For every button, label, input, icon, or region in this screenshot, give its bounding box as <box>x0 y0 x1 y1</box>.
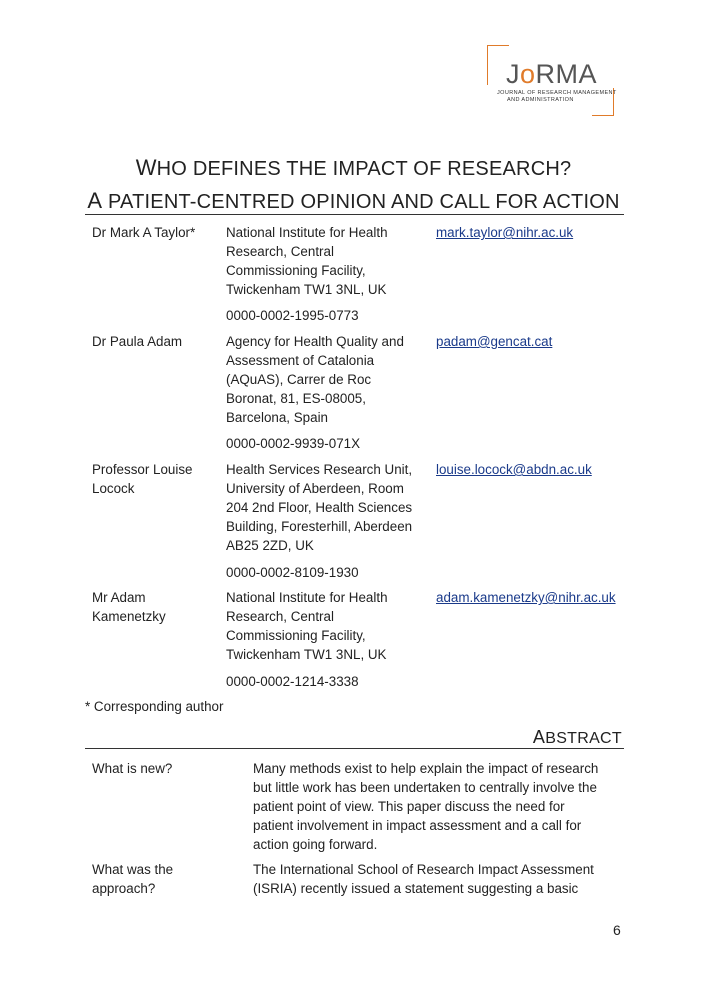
author-name: Dr Mark A Taylor* <box>92 225 196 240</box>
abstract-answer: Many methods exist to help explain the impact of research but little work has been undertaken to centrally involve the patient point of view. This paper discuss the need for patient involvement in impact assessment and a call for action going forward. <box>253 761 599 852</box>
corresponding-author-note: * Corresponding author <box>85 699 224 714</box>
author-affiliation: National Institute for Health Research, Central Commissioning Facility, Twickenham TW1 3NL, UK <box>226 590 388 662</box>
author-email-link[interactable]: louise.locock@abdn.ac.uk <box>436 462 592 477</box>
abstract-answer: The International School of Research Impact Assessment (ISRIA) recently issued a statement suggesting a basic <box>253 862 594 896</box>
logo-rule-bottom <box>592 115 614 116</box>
author-email-link[interactable]: padam@gencat.cat <box>436 334 553 349</box>
abstract-question: What is new? <box>92 761 173 776</box>
author-affiliation: National Institute for Health Research, Central Commissioning Facility, Twickenham TW1 3NL, UK <box>226 225 388 297</box>
logo-wordmark: JoRMA <box>506 59 598 89</box>
author-orcid: 0000-0002-1995-0773 <box>226 308 359 323</box>
author-orcid: 0000-0002-1214-3338 <box>226 674 359 689</box>
logo-rule-top <box>487 45 509 46</box>
author-name: Dr Paula Adam <box>92 334 183 349</box>
paper-title-line2: A PATIENT-CENTRED OPINION AND CALL FOR ACTION <box>87 188 620 213</box>
abstract-divider <box>85 748 624 749</box>
abstract-question: What was the approach? <box>92 862 174 896</box>
author-affiliation: Agency for Health Quality and Assessment of Catalonia (AQuAS), Carrer de Roc Boronat, 81, ES-08005, Barcelona, Spain <box>226 334 404 425</box>
abstract-heading: ABSTRACT <box>532 727 622 747</box>
author-name: Mr Adam Kamenetzky <box>92 590 166 624</box>
title-divider <box>85 214 624 215</box>
author-orcid: 0000-0002-8109-1930 <box>226 565 359 580</box>
paper-title-line1: WHO DEFINES THE IMPACT OF RESEARCH? <box>135 155 572 180</box>
author-email-link[interactable]: mark.taylor@nihr.ac.uk <box>436 225 574 240</box>
author-name: Professor Louise Locock <box>92 462 193 496</box>
author-affiliation: Health Services Research Unit, University of Aberdeen, Room 204 2nd Floor, Health Sciences Building, Foresterhill, Aberdeen AB25 2ZD, UK <box>226 462 413 553</box>
page-number: 6 <box>613 922 621 938</box>
author-orcid: 0000-0002-9939-071X <box>226 436 361 451</box>
author-email-link[interactable]: adam.kamenetzky@nihr.ac.uk <box>436 590 616 605</box>
logo-subtitle-line1: JOURNAL OF RESEARCH MANAGEMENT <box>497 90 617 96</box>
logo-subtitle-line2: AND ADMINISTRATION <box>507 97 574 103</box>
logo-rule-left <box>487 45 488 85</box>
